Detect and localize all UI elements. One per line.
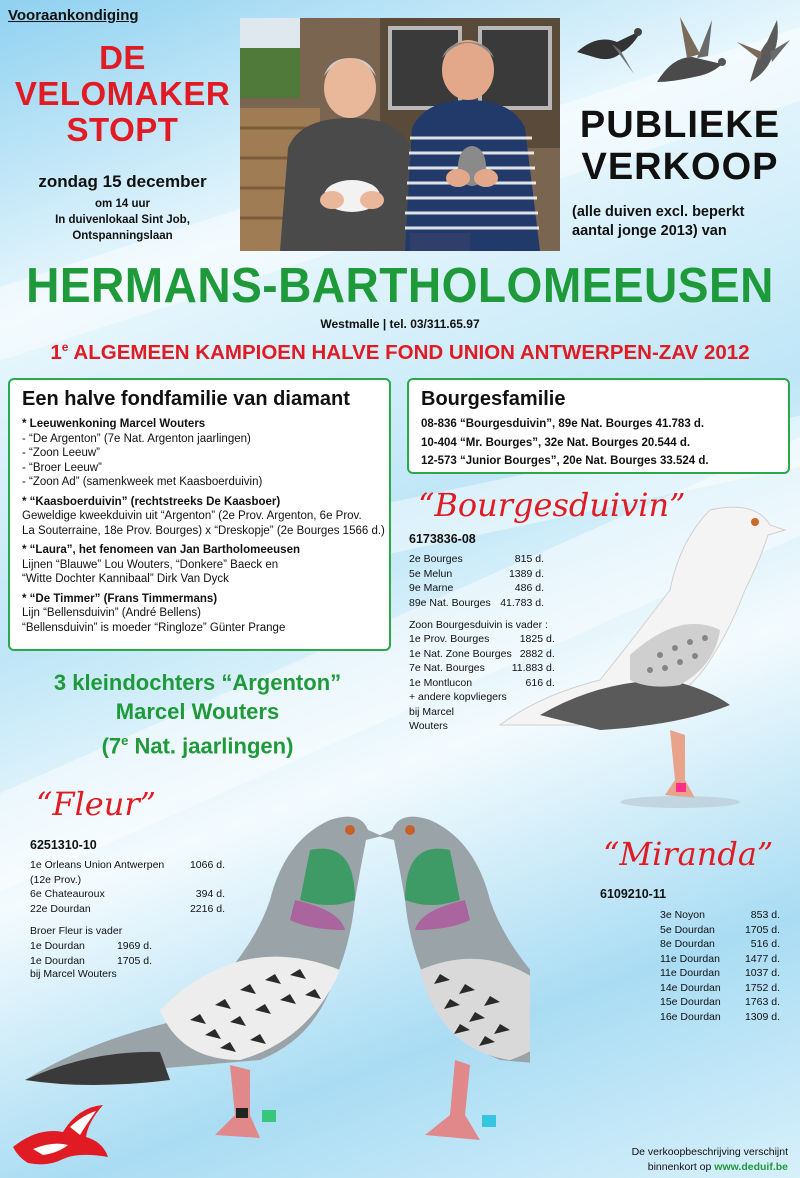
result-row <box>409 596 544 611</box>
result-row <box>409 676 555 691</box>
result-row <box>409 647 555 662</box>
result-race: 9e Marne <box>409 582 454 594</box>
family-line: - “De Argenton” (7e Nat. Argenton jaarlingen) <box>22 432 251 445</box>
result-birds: 394 d. <box>195 888 225 900</box>
result-birds: 1477 d. <box>744 952 780 965</box>
flying-pigeon-icon <box>657 17 726 82</box>
family-section <box>22 543 389 587</box>
bourgesduivin-name: “Bourgesduivin” <box>418 486 686 524</box>
result-birds: 11.883 d. <box>511 662 555 674</box>
event-details <box>10 196 235 244</box>
result-birds: 1752 d. <box>744 981 780 994</box>
result-race: 7e Nat. Bourges <box>409 662 485 674</box>
footer-line: De verkoopbeschrijving verschijnt <box>631 1146 788 1158</box>
family-section-title: * Leeuwenkoning Marcel Wouters <box>22 418 206 430</box>
result-row <box>660 981 780 996</box>
result-birds: 486 d. <box>514 582 544 594</box>
result-row <box>660 937 780 952</box>
family-box <box>8 378 391 651</box>
breeders-photo <box>240 18 560 251</box>
result-row <box>660 908 780 923</box>
result-race: 11e Dourdan <box>660 952 720 965</box>
family-line: - “Zoon Ad” (samenkweek met Kaasboerduivin) <box>22 476 263 488</box>
result-birds: 1969 d. <box>116 940 152 952</box>
family-section <box>22 417 389 490</box>
bourgesduivin-son-results <box>409 632 555 690</box>
granddaughters-title <box>10 668 385 760</box>
bourgesduivin-tail <box>409 690 507 734</box>
result-row <box>660 966 780 981</box>
miranda-name: “Miranda” <box>603 835 774 873</box>
result-row <box>660 923 780 938</box>
result-race: 15e Dourdan <box>660 996 721 1008</box>
result-birds: 1037 d. <box>744 967 780 979</box>
fleur-ring: 6251310-10 <box>30 838 97 852</box>
headline-line: VELOMAKER <box>14 75 231 112</box>
result-row <box>409 552 544 567</box>
family-line: “Bellensduivin” is moeder “Ringloze” Günter Prange <box>22 621 286 634</box>
result-race: 8e Dourdan <box>660 938 715 950</box>
family-line: - “Broer Leeuw” <box>22 461 102 474</box>
result-row <box>660 995 780 1010</box>
result-birds: 853 d. <box>750 909 780 921</box>
result-birds: 2882 d. <box>519 647 555 660</box>
website-link[interactable]: www.deduif.be <box>714 1161 788 1173</box>
title-prefix: 1 <box>50 340 62 364</box>
result-row <box>660 1010 780 1025</box>
result-birds: 516 d. <box>750 938 780 950</box>
result-race: 5e Dourdan <box>660 923 715 936</box>
headline-line: DE <box>99 39 146 76</box>
result-row <box>409 661 555 676</box>
result-race: 14e Dourdan <box>660 981 721 994</box>
result-row <box>409 567 544 582</box>
headline-line: STOPT <box>66 111 179 148</box>
family-line: - “Zoon Leeuw” <box>22 447 100 459</box>
granddaughters-line: Marcel Wouters <box>115 699 280 724</box>
bourgesduivin-ring: 6173836-08 <box>409 532 476 546</box>
event-venue: In duivenlokaal Sint Job, <box>55 214 190 226</box>
result-race: 22e Dourdan <box>30 902 91 915</box>
result-birds: 1309 d. <box>744 1010 780 1023</box>
granddaughters-sup: e <box>121 733 129 748</box>
bourges-box-heading: Bourgesfamilie <box>421 388 566 410</box>
sale-title <box>565 104 795 188</box>
breeders-photo-illustration <box>240 18 560 251</box>
bourgesduivin-son-heading: Zoon Bourgesduivin is vader : <box>409 619 548 631</box>
flying-pigeon-icon <box>737 20 790 82</box>
sale-note-line: (alle duiven excl. beperkt <box>572 204 745 220</box>
result-race: 6e Chateauroux <box>30 888 105 900</box>
result-race: 3e Noyon <box>660 909 705 921</box>
result-birds: 41.783 d. <box>500 596 544 609</box>
result-race: 1e Prov. Bourges <box>409 633 490 645</box>
result-race: 1e Dourdan <box>30 940 85 952</box>
fleur-brother-heading: Broer Fleur is vader <box>30 925 123 937</box>
breeder-name: HERMANS-BARTHOLOMEEUSEN <box>26 259 774 313</box>
result-birds: 2216 d. <box>189 902 225 915</box>
result-race: (12e Prov.) <box>30 873 82 886</box>
footer-line <box>632 1160 788 1175</box>
family-line: Lijn “Bellensduivin” (André Bellens) <box>22 607 201 619</box>
result-race: 2e Bourges <box>409 553 463 565</box>
granddaughters-line: 3 kleindochters “Argenton” <box>53 670 342 695</box>
bourges-list <box>421 415 788 471</box>
result-birds: 1705 d. <box>744 923 780 936</box>
result-race: 1e Nat. Zone Bourges <box>409 647 512 660</box>
event-time: om 14 uur <box>95 198 150 210</box>
bourgesduivin-tail-line: Wouters <box>409 720 448 732</box>
miranda-results <box>660 908 780 1024</box>
result-birds: 1825 d. <box>519 633 555 645</box>
fleur-tail: bij Marcel Wouters <box>30 968 117 980</box>
sale-title-line: VERKOOP <box>581 146 779 188</box>
bourgesduivin-tail-line: bij Marcel <box>409 705 454 718</box>
family-section-title: * “Kaasboerduivin” (rechtstreeks De Kaasboer) <box>22 495 281 508</box>
result-race: 89e Nat. Bourges <box>409 596 491 609</box>
family-section <box>22 592 389 636</box>
family-section-title: * “De Timmer” (Frans Timmermans) <box>22 592 218 605</box>
title-rest: ALGEMEEN KAMPIOEN HALVE FOND UNION ANTWERPEN-ZAV 2012 <box>68 340 750 364</box>
fleur-name: “Fleur” <box>36 785 156 823</box>
result-race: 1e Dourdan <box>30 954 85 967</box>
miranda-ring: 6109210-11 <box>600 887 667 901</box>
granddaughters-line <box>10 726 385 760</box>
result-race: 5e Melun <box>409 567 453 580</box>
bourges-line: 08-836 “Bourgesduivin”, 89e Nat. Bourges 41.783 d. <box>421 418 705 430</box>
bourges-box <box>407 378 790 474</box>
family-line: La Souterraine, 18e Prov. Bourges) x “Dreskopje” (2e Bourges 1566 d.) <box>22 524 385 537</box>
result-row <box>409 581 544 596</box>
headline <box>10 40 235 148</box>
event-venue: Ontspanningslaan <box>72 230 173 242</box>
result-birds: 1066 d. <box>189 859 225 871</box>
footer-prefix: binnenkort op <box>647 1161 715 1173</box>
bourgesduivin-tail-line: + andere kopvliegers <box>409 691 507 703</box>
result-race: 11e Dourdan <box>660 967 720 979</box>
result-birds: 815 d. <box>514 553 544 565</box>
flying-pigeon-icon <box>577 28 642 74</box>
event-date: zondag 15 december <box>38 172 207 191</box>
title-sup: e <box>61 340 69 354</box>
sale-note-line: aantal jonge 2013) van <box>572 223 727 239</box>
family-box-heading: Een halve fondfamilie van diamant <box>22 388 350 410</box>
result-row <box>409 632 555 647</box>
result-race: 16e Dourdan <box>660 1010 721 1023</box>
flying-birds <box>572 12 792 87</box>
bourges-line: 12-573 “Junior Bourges”, 20e Nat. Bourges 33.524 d. <box>421 455 709 467</box>
championship-title <box>0 340 800 365</box>
result-race: 1e Orleans Union Antwerpen <box>30 859 165 871</box>
sale-note <box>572 203 797 241</box>
pre-announcement: Vooraankondiging <box>8 7 139 24</box>
granddaughters-part: (7 <box>101 733 122 759</box>
bourgesduivin-results <box>409 552 544 610</box>
granddaughters-part: Nat. jaarlingen) <box>128 733 294 759</box>
result-birds: 1705 d. <box>116 954 152 967</box>
family-section-title: * “Laura”, het fenomeen van Jan Bartholomeeusen <box>22 544 300 556</box>
result-birds: 1389 d. <box>508 567 544 580</box>
bourges-line: 10-404 “Mr. Bourges”, 32e Nat. Bourges 20.544 d. <box>421 436 691 449</box>
family-section <box>22 495 389 539</box>
result-race: 1e Montlucon <box>409 676 473 689</box>
result-row <box>660 952 780 967</box>
result-birds: 616 d. <box>525 676 555 689</box>
dove-logo-icon <box>8 1097 113 1169</box>
family-line: Lijnen “Blauwe” Lou Wouters, “Donkere” Baeck en <box>22 558 279 571</box>
family-line: “Witte Dochter Kannibaal” Dirk Van Dyck <box>22 573 229 585</box>
result-birds: 1763 d. <box>744 996 780 1008</box>
sale-title-line: PUBLIEKE <box>579 104 781 146</box>
family-line: Geweldige kweekduivin uit “Argenton” (2e Prov. Argenton, 6e Prov. <box>22 510 362 522</box>
breeder-contact: Westmalle | tel. 03/311.65.97 <box>320 317 480 331</box>
footer-text <box>632 1145 788 1175</box>
